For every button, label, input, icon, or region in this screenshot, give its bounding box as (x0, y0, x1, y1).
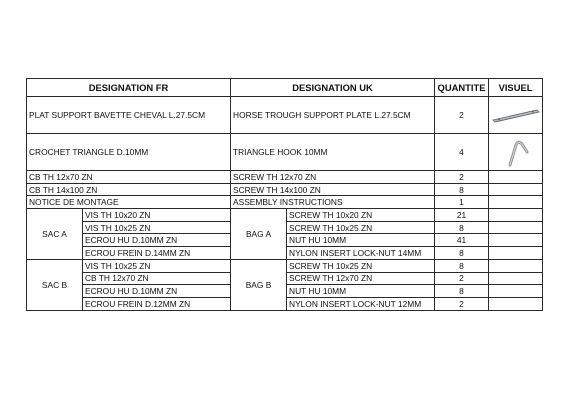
designation-uk-cell: NUT HU 10MM (287, 234, 435, 247)
header-designation-uk: DESIGNATION UK (231, 79, 435, 97)
visual-cell (489, 183, 543, 196)
visual-cell (489, 297, 543, 310)
header-quantite: QUANTITE (435, 79, 489, 97)
quantity-cell: 1 (435, 196, 489, 209)
visual-cell (489, 221, 543, 234)
visual-cell (489, 272, 543, 285)
designation-uk-cell: SCREW TH 12x70 ZN (287, 272, 435, 285)
designation-fr-cell: CB TH 12x70 ZN (83, 272, 231, 285)
quantity-cell: 8 (435, 247, 489, 260)
visual-cell (489, 209, 543, 222)
quantity-cell: 2 (435, 171, 489, 184)
table-row (27, 97, 543, 134)
visual-cell (489, 285, 543, 298)
table-row (27, 171, 543, 184)
bag-label-uk: BAG A (231, 209, 287, 260)
header-visuel: VISUEL (489, 79, 543, 97)
designation-fr-cell: ECROU HU D.10MM ZN (83, 234, 231, 247)
quantity-cell: 21 (435, 209, 489, 222)
visual-cell (489, 97, 543, 134)
quantity-cell: 2 (435, 297, 489, 310)
bag-label-fr: SAC B (27, 259, 83, 310)
quantity-cell: 8 (435, 259, 489, 272)
designation-uk-cell: SCREW TH 14x100 ZN (231, 183, 435, 196)
designation-uk-cell: SCREW TH 12x70 ZN (231, 171, 435, 184)
visual-cell (489, 247, 543, 260)
designation-uk-cell: SCREW TH 10x20 ZN (287, 209, 435, 222)
visual-cell (489, 259, 543, 272)
designation-uk-cell: TRIANGLE HOOK 10MM (231, 134, 435, 171)
designation-uk-cell: NYLON INSERT LOCK-NUT 12MM (287, 297, 435, 310)
header-row (27, 79, 543, 97)
designation-fr-cell: PLAT SUPPORT BAVETTE CHEVAL L.27.5CM (27, 97, 231, 134)
designation-fr-cell: VIS TH 10x25 ZN (83, 259, 231, 272)
bag-label-uk: BAG B (231, 259, 287, 310)
designation-fr-cell: CB TH 14x100 ZN (27, 183, 231, 196)
table-row (27, 209, 543, 222)
table-row (27, 259, 543, 272)
visual-cell (489, 134, 543, 171)
designation-uk-cell: ASSEMBLY INSTRUCTIONS (231, 196, 435, 209)
flat-bar-icon (490, 105, 542, 125)
table-row (27, 196, 543, 209)
designation-fr-cell: VIS TH 10x20 ZN (83, 209, 231, 222)
designation-fr-cell: CB TH 12x70 ZN (27, 171, 231, 184)
quantity-cell: 41 (435, 234, 489, 247)
designation-uk-cell: NUT HU 10MM (287, 285, 435, 298)
bent-rod-hook-icon (496, 135, 536, 169)
quantity-cell: 8 (435, 221, 489, 234)
designation-fr-cell: ECROU HU D.10MM ZN (83, 285, 231, 298)
visual-cell (489, 196, 543, 209)
bag-label-fr: SAC A (27, 209, 83, 260)
visual-cell (489, 171, 543, 184)
designation-uk-cell: SCREW TH 10x25 ZN (287, 221, 435, 234)
table-row (27, 134, 543, 171)
table-row (27, 183, 543, 196)
designation-uk-cell: SCREW TH 10x25 ZN (287, 259, 435, 272)
designation-fr-cell: ECROU FREIN D.12MM ZN (83, 297, 231, 310)
designation-uk-cell: HORSE TROUGH SUPPORT PLATE L.27.5CM (231, 97, 435, 134)
header-designation-fr: DESIGNATION FR (27, 79, 231, 97)
designation-fr-cell: ECROU FREIN D.14MM ZN (83, 247, 231, 260)
designation-uk-cell: NYLON INSERT LOCK-NUT 14MM (287, 247, 435, 260)
quantity-cell: 2 (435, 97, 489, 134)
parts-table (26, 78, 543, 311)
designation-fr-cell: CROCHET TRIANGLE D.10MM (27, 134, 231, 171)
designation-fr-cell: NOTICE DE MONTAGE (27, 196, 231, 209)
quantity-cell: 2 (435, 272, 489, 285)
quantity-cell: 4 (435, 134, 489, 171)
designation-fr-cell: VIS TH 10x25 ZN (83, 221, 231, 234)
quantity-cell: 8 (435, 183, 489, 196)
quantity-cell: 8 (435, 285, 489, 298)
visual-cell (489, 234, 543, 247)
